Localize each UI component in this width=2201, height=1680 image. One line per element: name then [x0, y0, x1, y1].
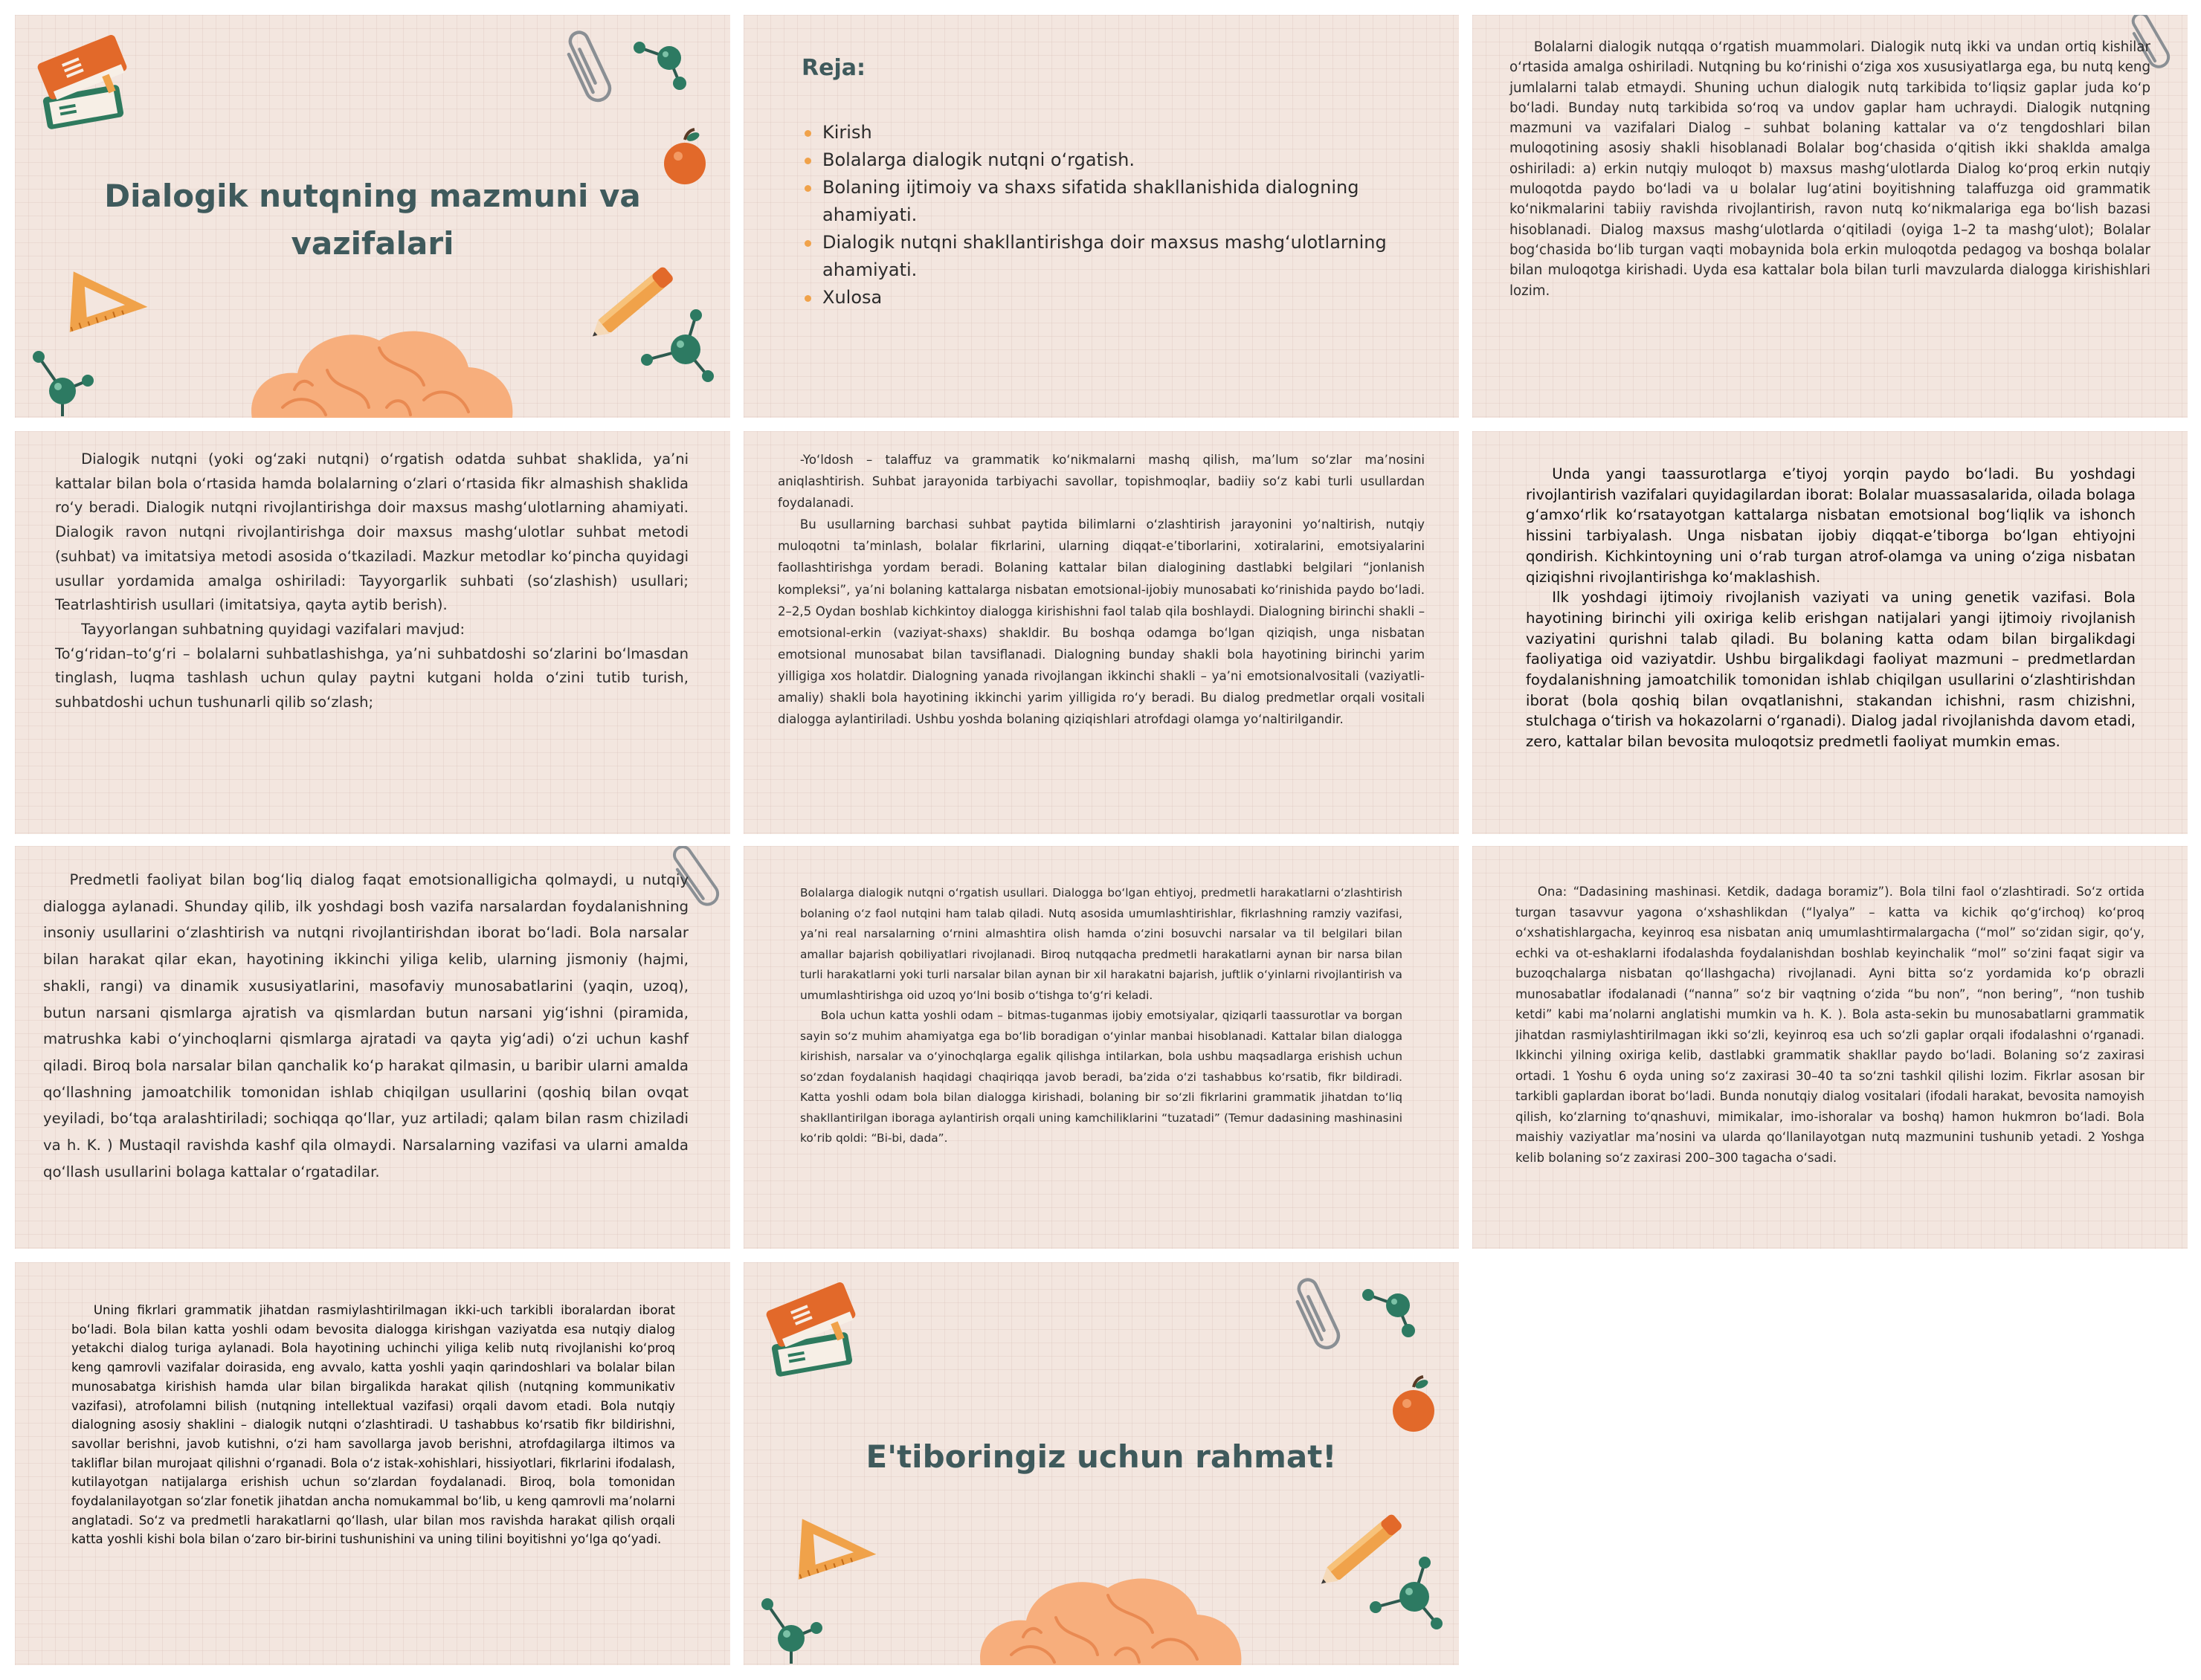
slide-body [71, 1301, 675, 1549]
paragraph: Uning fikrlari grammatik jihatdan rasmiylashtirilmagan ikki-uch tarkibli iboralardan iborat bo‘ladi. Bola bilan katta yoshli odam bevosita dialogga kirishgan vaziyatda esa nutqiy dialog yetakchi dialog turiga aylanadi. Bola hayotining uchinchi yiliga kelib nutq rivojlanishi ko‘proq keng qamrovli vazifalar doirasida, eng avvalo, katta yoshli yaqin qarindoshlari va bolalar bilan munosabatga kirishish hamda ular bilan birgalikda harakat qilish (nutqning kommunikativ vazifasi), atrofolamni bilish (nutqning intellektual vazifasi) orqali davom etadi. Bola nutqiy dialogning asosiy shaklini – dialogik nutqni o‘zlashtiradi. U tashabbus ko‘rsatib fikr bildirishni, savollar berishni, javob kutishni, o‘zi ham savollarga javob berishni, atrofdagilarga iltimos va takliflar bilan murojaat qilishni o‘rganadi. Bola o‘z istak-xohishlari, hissiyotlari, fikrlarini ifodalash, kutilayotgan natijalarga erishish uchun so‘zlardan foydalanadi. Biroq, bola tomonidan foydalanilayotgan so‘zlar fonetik jihatdan ancha nomukammal bo‘lib, u keng qamrovli ma’nolarni anglatadi. So‘z va predmetli harakatlarni qo‘llash, ular bilan mos ravishda harakat qilish orqali katta yoshli kishi bola bilan o‘zaro bir-birini tushunishini va uning tilini boyitishni yo‘lga qo‘yadi. [71, 1303, 675, 1547]
thanks-title: E'tiboringiz uchun rahmat! [866, 1438, 1337, 1475]
slide-title-text: Dialogik nutqning mazmuni va vazifalari [104, 178, 641, 262]
plan-title: Reja: [802, 55, 866, 81]
ruler-triangle-icon [781, 1500, 885, 1582]
slide-text [744, 846, 1459, 1249]
apple-icon [659, 126, 711, 189]
paragraph: Bola uchun katta yoshli odam – bitmas-tuganmas ijobiy emotsiyalar, qiziqarli taassurotlar va borgan sayin so‘z muhim ahamiyatga ega bo‘lib boradigan o‘yinlar manbai hisoblanadi. Kattalar bilan dialogga kirishish, narsalar va o‘yinochqlarga egalik qilishga intilarkan, bola ushbu maqsadlarga erishish uchun so‘zdan foydalanish haqidagi chaqiriqqa javob beradi, ba’zida o‘zi tashabbus ko‘rsatib, fikr bildiradi. Katta yoshli odam bola bilan dialogga kirishadi, bolaning bir so‘zli fikrlarini grammatik jihatdan to‘liq shakllantirilgan iboraga aylantirish orqali uning kamchiliklarini “tuzatadi” (Temur dadasining mashinasini ko‘rib qoldi: “Bi-bi, dada”. [800, 1009, 1402, 1145]
paperclip-icon [1294, 1273, 1338, 1354]
plan-list [803, 119, 1413, 311]
molecule-icon [637, 305, 718, 394]
plan-item: Xulosa [803, 284, 1413, 311]
slide-text [15, 1262, 730, 1665]
slide-body [778, 449, 1425, 730]
paragraph: Unda yangi taassurotlarga e’tiyoj yorqin paydo bo‘ladi. Bu yoshdagi rivojlantirish vazifalari quyidagilardan iborat: Bolalar muassasalarida, oilada bolaga g‘amxo‘rlik ko‘rsatayotgan kattalarga nisbatan emotsional bog‘liqlik va ishonch hissini tarbiyalash. Unga nisbatan ijobiy diqqat-e’tiborga bo‘lgan ehtiyojni qondirish. Kichkintoyning uni o‘rab turgan atrof-olamga va uning o‘ziga nisbatan qiziqishni rivojlantirishga ko‘maklashish. [1526, 465, 2136, 586]
slide-text [744, 431, 1459, 834]
apple-icon [1388, 1374, 1440, 1436]
molecule-icon [1365, 1552, 1447, 1641]
paragraph: -Yo‘ldosh – talaffuz va grammatik ko‘nikmalarni mashq qilish, ma’lum so‘zlar ma’nosini aniqlashtirish. Suhbat jarayonida tarbiyachi savollar, topishmoqlar, badiiy so‘z kabi turli usullardan foydalanadi. [778, 453, 1425, 511]
books-icon [31, 25, 135, 144]
slide-text [15, 846, 730, 1249]
slide-body [1515, 882, 2144, 1168]
brain-icon [238, 311, 521, 418]
ruler-triangle-icon [52, 253, 156, 335]
slide-body [1526, 464, 2136, 752]
molecule-icon [625, 27, 699, 94]
paragraph: Bolalarni dialogik nutqqa o‘rgatish muammolari. Dialogik nutq ikki va undan ortiq kishilar o‘rtasida amalga oshiriladi. Nutqning bu ko‘rinishi o‘ziga xos xususiyatlarga ega, bu nutq keng jumlalarni talab etmaydi. Shuning uchun dialogik nutq tarkibida to‘liqsiz gaplar juda ko‘p bo‘ladi. Bunday nutq tarkibida so‘roq va undov gaplar ham uchraydi. Dialogik nutqning mazmuni va vazifalari Dialog – suhbat bolaning kattalar va o‘z tengdoshlari bilan muloqotining asosiy shakli hisoblanadi Bolalar bog‘chasida o‘qitish ikki shaklda amalga oshiriladi: a) erkin nutqiy muloqot b) maxsus mashg‘ulotlarda Dialog ko‘proq erkin nutqiy muloqotda paydo bo‘ladi va u bolalar lug‘atini boyitishning talaffuzga oid grammatik ko‘nikmalarini tabiiy ravishda rivojlantirish, ravon nutq ko‘nikmalariga ega bo‘lish bazasi hisoblanadi. Dialog maxsus mashg‘ulotlarda o‘qitiladi (oyiga 1–2 ta mashg‘ulot); Bolalar bog‘chasida bo‘lib turgan vaqti mobaynida bola erkin muloqotda pedagog va boshqa bolalar bilan muloqotga kirishadi. Uyda esa kattalar bola bilan turli mavzularda dialogga kirishishlari lozim. [1509, 39, 2150, 299]
slide-text [15, 431, 730, 834]
slide-text [1472, 846, 2188, 1249]
slide-title [15, 15, 730, 418]
paragraph: Tayyorlangan suhbatning quyidagi vazifalari mavjud: [81, 620, 465, 638]
paperclip-icon [565, 25, 610, 107]
paragraph: Predmetli faoliyat bilan bog‘liq dialog faqat emotsionalligicha qolmaydi, u nutqiy dialogga aylanadi. Shunday qilib, ilk yoshdagi bosh vazifa narsalardan foydalanishning insoniy usullarini o‘zlashtirish va nutqni rivojlantirishdan iborat bo‘ladi. Bola narsalar bilan harakat qilar ekan, hayotining ikkinchi yiliga kelib, ularning jismoniy (hajmi, shakli, rangi) va dinamik xususiyatlarini, masofaviy munosabatlarini (yaqin, uzoq), butun narsani qismlarga ajratish va qismlardan butun narsani yig‘ishni (piramida, matrushka kabi o‘yinchoqlarni qismlarga ajratadi va qayta yig‘adi) o‘zi uchun kashf qiladi. Biroq bola narsalar bilan qanchalik ko‘p harakat qilmasin, u baribir ularni amalda qo‘llashning jamoatchilik tomonidan ishlab chiqilgan usullarini (qoshiq bilan ovqat yeyiladi, bo‘tqa aralashtiriladi; sochiqqa qo‘llar, yuz artiladi; qalam bilan rasm chiziladi va h. K. ) Mustaqil ravishda kashf qila olmaydi. Narsalarning vazifasi va ularni amalda qo‘llash usullarini bolaga kattalar o‘rgatadilar. [43, 871, 689, 1180]
slide-thanks [744, 1262, 1459, 1665]
slide-body [55, 448, 689, 715]
plan-item: Bolaning ijtimoiy va shaxs sifatida shakllanishida dialogning ahamiyati. [803, 174, 1413, 229]
paragraph: Bolalarga dialogik nutqni o‘rgatish usullari. Dialogga bo‘lgan ehtiyoj, predmetli harakatlarni o‘zlashtirish bolaning o‘z faol nutqini ham talab qiladi. Nutq asosida umumlashtirishlar, fikrlashning ramziy vazifasi, ya’ni real narsalarning o‘rnini almashtira olish hamda o‘zini bosuvchi narsalar va til belgilari bilan amallar bajarish qobiliyatlari rivojlanadi. Biroq nutqqacha predmetli harakatlarni aynan bir narsa bilan turli harakatlarni yoki turli narsalar bilan aynan bir xil harakatni bajarish, juftlik o‘yinlarni rivojlantirish va umumlashtirishga oid uzoq yo‘lni bosib o‘tishga to‘g‘ri keladi. [800, 886, 1402, 1002]
slide-plan [744, 15, 1459, 418]
plan-item: Kirish [803, 119, 1413, 146]
books-icon [760, 1273, 864, 1392]
paragraph: To‘g‘ridan–to‘g‘ri – bolalarni suhbatlashishga, ya’ni suhbatdoshi so‘zlarini bo‘lmasdan tinglash, luqma tashlash uchun qulay paytni kutgani holda o‘zini tutib turish, suhbatdoshi uchun tushunarli qilib so‘zlash; [55, 644, 689, 711]
plan-item: Dialogik nutqni shakllantirishga doir maxsus mashg‘ulotlarning ahamiyati. [803, 229, 1413, 284]
plan-item: Bolalarga dialogik nutqni o‘rgatish. [803, 146, 1413, 174]
molecule-icon [757, 1589, 831, 1665]
slide-text [1472, 431, 2188, 834]
slide-body [43, 867, 689, 1185]
slide-body [1509, 37, 2150, 301]
paragraph: Ona: “Dadasining mashinasi. Ketdik, dadaga boramiz”). Bola tilni faol o‘zlashtiradi. So‘z ortida turgan tasavvur yagona o‘xshashlikdan (“lyalya” – katta va kichik qo‘g‘irchoq) ko‘proq o‘xshatishlargacha, keyinroq esa nisbatan aniq umumlashtirmalargacha (“mol” so‘zidan sigir, qo‘y, echki va ot-eshaklarni ifodalashda foydalanishdan boshlab keyinchalik “mol” so‘zini faqat sigir va buzoqchalarga nisbatan qo‘llashgacha) rivojlanadi. Ayni bitta so‘z yordamida ko‘p obrazli munosabatlar ifodalanadi (“nanna” so‘z bir vaqtning o‘zida “bu non”, “non bering”, “non tushib ketdi” kabi ma’nolarni anglatishi mumkin va h. K. ). Bola asta-sekin bu munosabatlarni grammatik jihatdan rasmiylashtirilmagan ikki so‘zli, keyinroq esa uch so‘zli gaplar orqali ifodalashni o‘rganadi. Ikkinchi yilning oxiriga kelib, dastlabki grammatik shakllar paydo bo‘ladi. Bolaning so‘z zaxirasi ortadi. 1 Yoshu 6 oyda uning so‘z zaxirasi 30–40 ta so‘zni tashkil qilishi lozim. Fikrlar asosan bir tarkibli gaplardan iborat bo‘ladi. Bunda nonutqiy dialog vositalari (ifodali harakat, bevosita namoyish qilish, ko‘zlarning to‘qnashuvi, mimikalar, imo-ishoralar va boshq) hamon hukmron bo‘ladi. Bola maishiy vaziyatlar ma’nosini va ularda qo‘llanilayotgan nutq mazmunini tushunib yetadi. 2 Yoshga kelib bolaning so‘z zaxirasi 200–300 tagacha o‘sadi. [1515, 885, 2144, 1165]
slide-text [1472, 15, 2188, 418]
molecule-icon [1353, 1274, 1428, 1341]
paragraph: Ilk yoshdagi ijtimoiy rivojlanish vaziyati va uning genetik vazifasi. Bola hayotining birinchi yili oxiriga kelib erishgan natijalari yangi ijtimoiy rivojlanish vaziyatini qurishni talab qiladi. Bu bolaning katta odam bilan birgalikdagi faoliyatiga oid vaziyatdir. Ushbu birgalikdagi faoliyat mazmuni – predmetlardan foydalanishning jamoatchilik tomonidan ishlab chiqilgan usullarini o‘zlashtirishdan iborat (bola qoshiq bilan ovqatlanishni, stakandan ichishni, rasm chizishni, stulchaga o‘tirish va hokazolarni o‘rganadi). Dialog jadal rivojlanishda davom etadi, zero, kattalar bilan bevosita muloqotsiz predmetli faoliyat mumkin emas. [1526, 589, 2136, 751]
brain-icon [967, 1558, 1249, 1665]
paragraph: Bu usullarning barchasi suhbat paytida bilimlarni o‘zlashtirish jarayonini yo‘naltirish, nutqiy muloqotni ta’minlash, bolalar fikrlarini, ularning diqqat-e’tiborlarini, xotiralarini, emotsiyalarini faollashtirishga yordam beradi. Bolaning kattalar bilan dialogining dastlabki belgilari “jonlanish kompleksi”, ya’ni bolaning kattalarga nisbatan emotsional-ijobiy munosabati ko‘rinishida paydo bo‘ladi. 2–2,5 Oydan boshlab kichkintoy dialogga kirishishni faol talab qila boshlaydi. Dialogning birinchi shakli – emotsional-erkin (vaziyat-shaxs) shakldir. Bu boshqa odamga bo‘lgan qiziqish, unga nisbatan emotsional munosabat bilan tavsiflanadi. Dialogning bunday shakli bola hayotining birinchi yarim yilligiga xos holatdir. Dialogning yanada rivojlangan ikkinchi shakli – ya’ni emotsionalvositali (vaziyatli-amaliy) shakli bola hayotining ikkinchi yarim yilligida ro‘y beradi. Bu dialog predmetlar orqali vositali dialogga aylantiriladi. Ushbu yoshda bolaning qiziqishlari atrofdagi olamga yo‘naltirilgandir. [778, 517, 1425, 727]
slide-body [800, 883, 1402, 1149]
molecule-icon [28, 342, 103, 418]
paragraph: Dialogik nutqni (yoki og‘zaki nutqni) o‘rgatish odatda suhbat shaklida, ya’ni kattalar bilan bola o‘rtasida hamda bolalarning o‘zlari o‘rtasida fikr almashish shaklida ro‘y beradi. Dialogik nutqni rivojlantirishga doir maxsus mashg‘ulotlarning ahamiyati. Dialogik ravon nutqni rivojlantirishga doir maxsus mashg‘ulotlar suhbat metodi (suhbat) va imitatsiya metodi asosida o‘tkaziladi. Mazkur metodlar ko‘pincha quyidagi usullar yordamida amalga oshiriladi: Tayyorgarlik suhbati (so‘zlashish) usullari; Teatrlashtirish usullari (imitatsiya, qayta aytib berish). [55, 450, 689, 614]
